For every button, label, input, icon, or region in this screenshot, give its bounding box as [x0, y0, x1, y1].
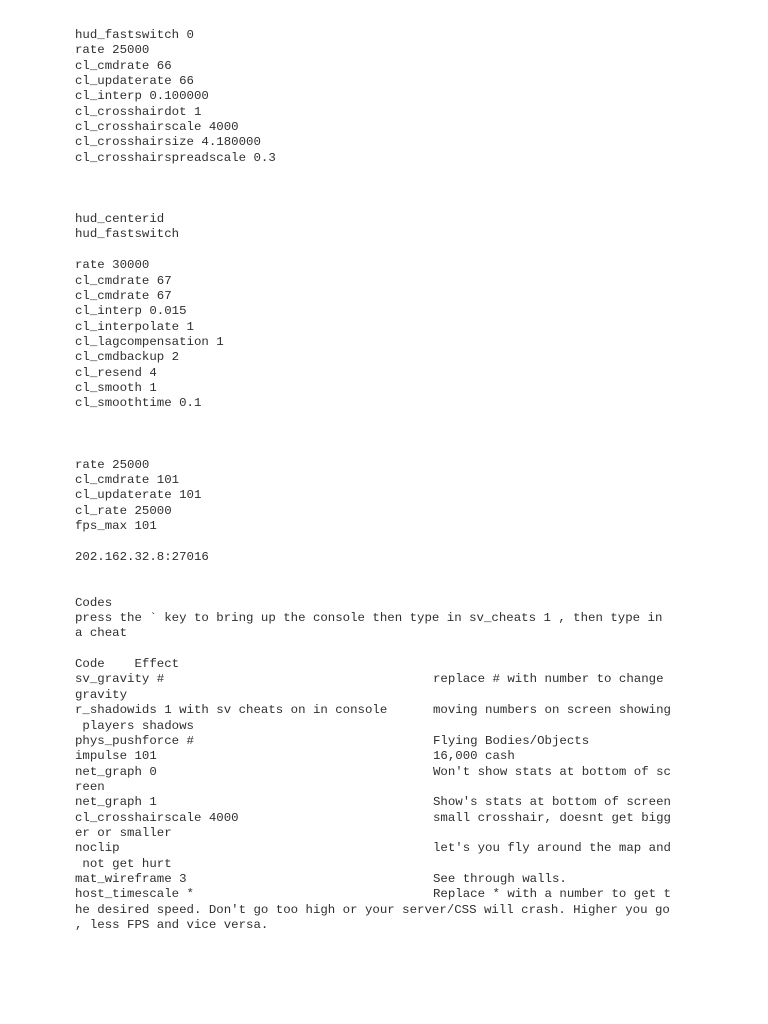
- server-address-block: [75, 550, 715, 565]
- code-continuation: er or smaller: [75, 825, 172, 840]
- codes-intro-line: press the ` key to bring up the console then type in sv_cheats 1 , then type in: [75, 611, 663, 626]
- code-row: [75, 703, 715, 718]
- code-row: [75, 795, 715, 810]
- code-effect: let's you fly around the map and: [433, 841, 671, 856]
- code-continuation: gravity: [75, 687, 128, 702]
- code-effect: 16,000 cash: [433, 749, 515, 764]
- config-block-1: [75, 28, 715, 166]
- codes-heading: Codes: [75, 595, 113, 610]
- code-effect: moving numbers on screen showing: [433, 703, 671, 718]
- config-line: cl_interp 0.100000: [75, 89, 209, 104]
- code-continuation: players shadows: [75, 718, 194, 733]
- config-block-4: [75, 458, 715, 535]
- config-line: cl_cmdrate 66: [75, 58, 172, 73]
- config-line: rate 25000: [75, 43, 150, 58]
- config-line: cl_resend 4: [75, 365, 157, 380]
- config-line: cl_lagcompensation 1: [75, 334, 224, 349]
- code-continuation: not get hurt: [75, 856, 172, 871]
- server-address: 202.162.32.8:27016: [75, 549, 209, 564]
- config-line: rate 25000: [75, 457, 150, 472]
- code-command: phys_pushforce #: [75, 733, 194, 748]
- code-command: sv_gravity #: [75, 672, 165, 687]
- config-line: cl_crosshairsize 4.180000: [75, 135, 261, 150]
- code-row: [75, 672, 715, 687]
- code-command: net_graph 0: [75, 764, 157, 779]
- code-effect: small crosshair, doesnt get bigg: [433, 810, 671, 825]
- config-line: cl_cmdrate 101: [75, 473, 180, 487]
- code-continuation: , less FPS and vice versa.: [75, 917, 269, 932]
- config-line: hud_centerid: [75, 212, 165, 227]
- code-row: [75, 749, 715, 764]
- code-effect: Show's stats at bottom of screen: [433, 795, 671, 810]
- code-continuation: reen: [75, 779, 105, 794]
- config-line: rate 30000: [75, 258, 150, 273]
- codes-intro-line: a cheat: [75, 626, 128, 641]
- config-block-3: [75, 258, 715, 411]
- config-line: hud_fastswitch: [75, 227, 180, 242]
- config-line: cl_crosshairdot 1: [75, 104, 202, 119]
- config-line: cl_interpolate 1: [75, 319, 194, 334]
- code-effect: See through walls.: [433, 871, 567, 886]
- codes-section: [75, 596, 715, 934]
- config-line: cl_interp 0.015: [75, 304, 187, 319]
- config-line: cl_updaterate 66: [75, 74, 194, 89]
- config-line: cl_rate 25000: [75, 503, 172, 518]
- config-line: cl_crosshairspreadscale 0.3: [75, 150, 276, 165]
- code-continuation: he desired speed. Don't go too high or your server/CSS will crash. Higher you go: [75, 902, 670, 917]
- code-command: r_shadowids 1 with sv cheats on in console: [75, 703, 388, 718]
- code-row: [75, 872, 715, 887]
- code-command: cl_crosshairscale 4000: [75, 810, 239, 825]
- code-effect: replace # with number to change: [433, 672, 664, 687]
- code-row: [75, 811, 715, 826]
- config-block-2: [75, 212, 715, 243]
- code-command: noclip: [75, 841, 120, 856]
- code-command: net_graph 1: [75, 795, 157, 810]
- config-line: fps_max 101: [75, 519, 157, 534]
- config-line: cl_crosshairscale 4000: [75, 120, 239, 135]
- config-line: cl_smoothtime 0.1: [75, 396, 202, 411]
- config-line: cl_cmdbackup 2: [75, 350, 180, 365]
- code-row: [75, 765, 715, 780]
- code-command: host_timescale *: [75, 887, 194, 902]
- document-body: [75, 28, 715, 933]
- config-line: hud_fastswitch 0: [75, 28, 194, 42]
- config-line: cl_cmdrate 67: [75, 288, 172, 303]
- code-row: [75, 841, 715, 856]
- codes-table-header: Code Effect: [75, 657, 180, 672]
- code-command: mat_wireframe 3: [75, 871, 187, 886]
- code-effect: Replace * with a number to get t: [433, 887, 671, 902]
- code-effect: Won't show stats at bottom of sc: [433, 764, 671, 779]
- code-command: impulse 101: [75, 749, 157, 764]
- config-line: cl_cmdrate 67: [75, 273, 172, 288]
- code-row: [75, 734, 715, 749]
- config-line: cl_smooth 1: [75, 380, 157, 395]
- code-row: [75, 887, 715, 902]
- config-line: cl_updaterate 101: [75, 488, 202, 503]
- code-effect: Flying Bodies/Objects: [433, 733, 590, 748]
